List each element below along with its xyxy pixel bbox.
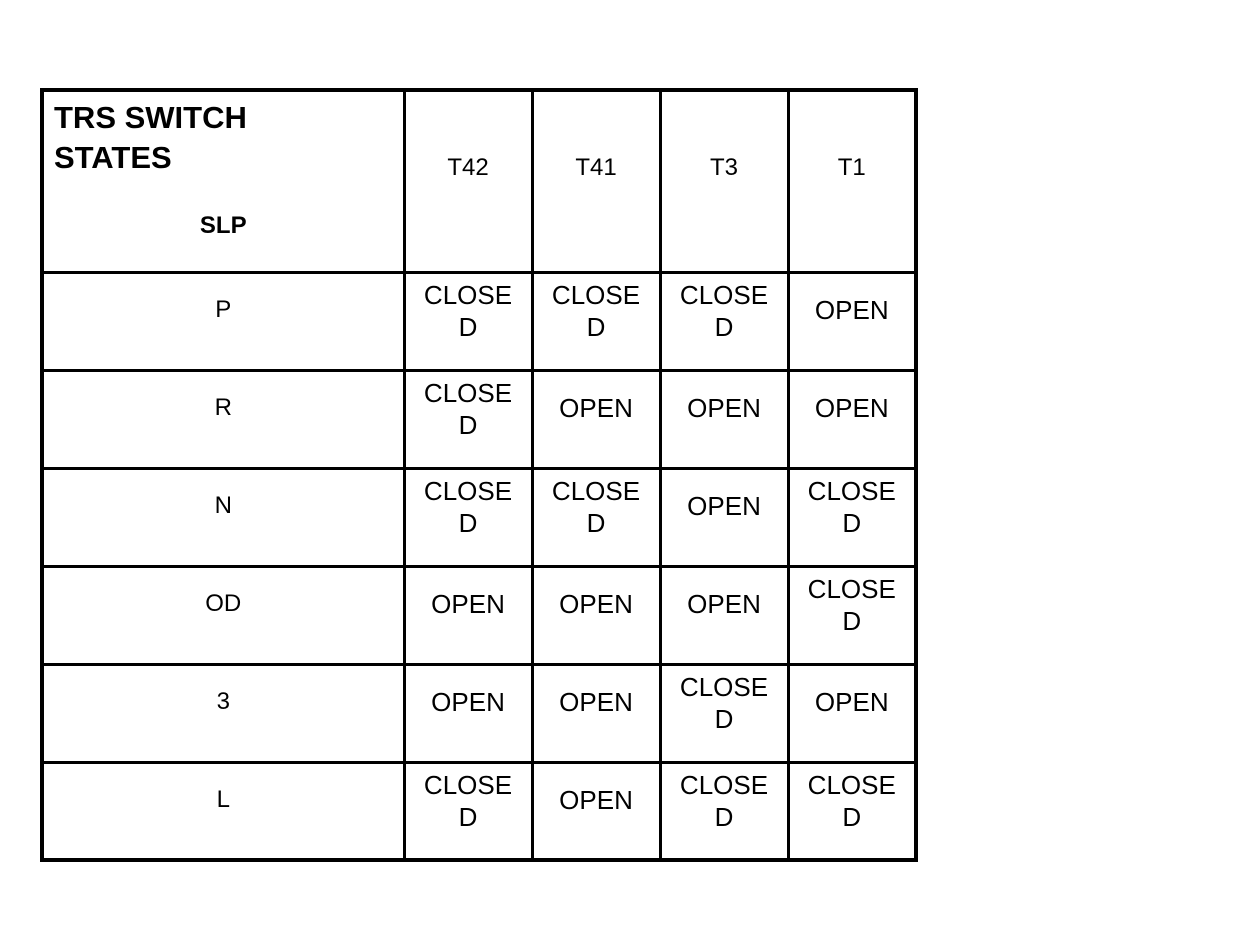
state-value: OPEN [431, 588, 505, 619]
table-row [42, 468, 916, 566]
state-cell [404, 370, 532, 468]
state-value: CLOSED [551, 475, 641, 538]
state-cell [532, 664, 660, 762]
table-row [42, 762, 916, 860]
state-value: CLOSED [679, 769, 769, 832]
state-cell [404, 664, 532, 762]
state-value: OPEN [814, 392, 889, 423]
state-value: CLOSED [807, 769, 896, 832]
column-header-t3: T3 [660, 90, 788, 272]
state-cell [532, 762, 660, 860]
state-value: OPEN [687, 490, 761, 521]
table-row [42, 370, 916, 468]
state-value: OPEN [687, 588, 761, 619]
state-cell [788, 762, 916, 860]
row-label: OD [42, 566, 404, 664]
state-value: CLOSED [423, 279, 513, 342]
state-cell [788, 664, 916, 762]
header-row [42, 90, 916, 272]
state-value: CLOSED [551, 279, 641, 342]
table-body [42, 90, 916, 860]
state-cell [660, 370, 788, 468]
state-value: OPEN [814, 294, 889, 325]
state-cell [660, 566, 788, 664]
state-cell [404, 272, 532, 370]
state-cell [660, 762, 788, 860]
slp-column-label: SLP [199, 212, 247, 239]
state-cell [660, 468, 788, 566]
column-header-t1: T1 [788, 90, 916, 272]
row-label: P [42, 272, 404, 370]
state-value: OPEN [559, 784, 633, 815]
trs-switch-states-table [40, 88, 918, 862]
state-value: CLOSED [423, 769, 513, 832]
table-row [42, 272, 916, 370]
state-cell [788, 272, 916, 370]
row-label: N [42, 468, 404, 566]
state-cell [404, 762, 532, 860]
state-value: OPEN [559, 686, 633, 717]
row-label: 3 [42, 664, 404, 762]
title-cell [42, 90, 404, 272]
table-row [42, 566, 916, 664]
state-value: CLOSED [679, 671, 769, 734]
state-value: OPEN [559, 588, 633, 619]
state-value: OPEN [814, 686, 889, 717]
state-cell [532, 566, 660, 664]
state-cell [660, 272, 788, 370]
state-cell [660, 664, 788, 762]
state-cell [532, 468, 660, 566]
state-value: OPEN [559, 392, 633, 423]
state-value: OPEN [687, 392, 761, 423]
state-cell [788, 566, 916, 664]
table-row [42, 664, 916, 762]
state-value: CLOSED [423, 377, 513, 440]
state-value: OPEN [431, 686, 505, 717]
state-cell [404, 566, 532, 664]
row-label: R [42, 370, 404, 468]
column-header-t42: T42 [404, 90, 532, 272]
state-cell [788, 468, 916, 566]
table-title: TRS SWITCH STATES [54, 100, 247, 175]
state-value: CLOSED [807, 475, 896, 538]
state-value: CLOSED [679, 279, 769, 342]
state-value: CLOSED [423, 475, 513, 538]
state-cell [788, 370, 916, 468]
state-cell [532, 272, 660, 370]
state-cell [404, 468, 532, 566]
row-label: L [42, 762, 404, 860]
state-cell [532, 370, 660, 468]
state-value: CLOSED [807, 573, 896, 636]
column-header-t41: T41 [532, 90, 660, 272]
